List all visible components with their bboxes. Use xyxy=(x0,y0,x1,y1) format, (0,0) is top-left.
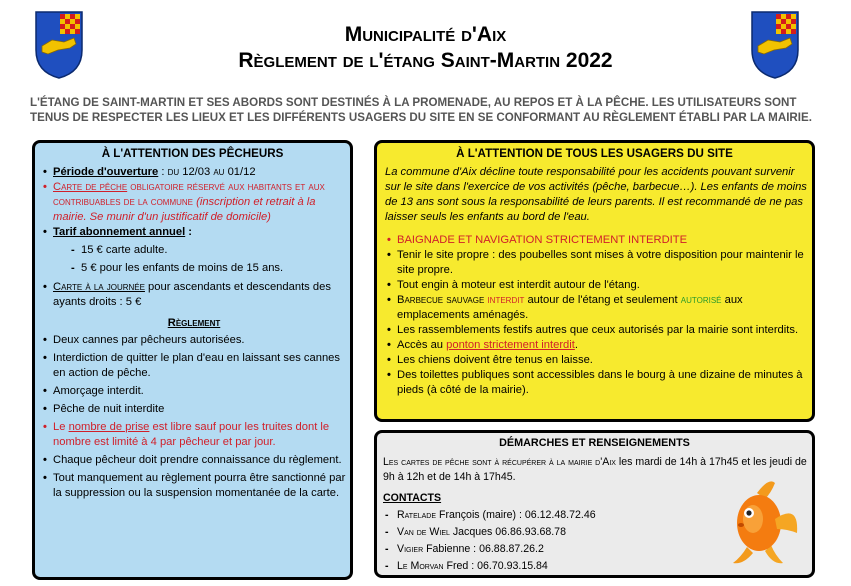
bbq-label: Barbecue sauvage xyxy=(397,294,485,306)
prise-item xyxy=(41,420,347,450)
users-heading: À L'ATTENTION DE TOUS LES USAGERS DU SITE xyxy=(456,147,733,160)
bbq-interdit: interdit xyxy=(484,294,525,306)
baignade-item xyxy=(385,233,809,248)
info-panel xyxy=(374,430,815,578)
acces-item xyxy=(385,338,809,353)
user-rule: • Les rassemblements festifs autres que ceux autorisés par la mairie sont interdits. xyxy=(385,323,809,338)
coat-of-arms-icon xyxy=(750,10,800,80)
contacts-title: CONTACTS xyxy=(383,492,442,504)
page-title: Municipalité d'Aix xyxy=(344,23,507,46)
tarif-suffix: : xyxy=(185,226,193,238)
periode-item xyxy=(41,165,347,180)
prise-pre: Le xyxy=(53,421,69,433)
contact-rest: Fred : 06.70.93.15.84 xyxy=(443,560,548,572)
user-rule: • Les chiens doivent être tenus en laisse. xyxy=(385,353,809,368)
tarif-item xyxy=(41,225,347,240)
info-text-caps: Les cartes de pêche sont à récupérer à la mairie d'Aix xyxy=(383,456,616,468)
journee-item xyxy=(41,280,347,310)
rule-item: • Pêche de nuit interdite xyxy=(41,402,347,417)
journee-label: Carte à la journée xyxy=(53,281,145,293)
rule-item: • Deux cannes par pêcheurs autorisées. xyxy=(41,333,347,348)
carte-label: Carte de pêche xyxy=(53,181,128,193)
carte-note: (inscription et retrait à la mairie. Se munir d'un justificatif de domicile) xyxy=(53,196,316,223)
user-rule: • Tenir le site propre : des poubelles sont mises à votre disposition pour maintenir le site propre. xyxy=(385,248,809,278)
fishers-heading: À L'ATTENTION DES PÊCHEURS xyxy=(101,147,284,160)
contact-rest: Fabienne : 06.88.87.26.2 xyxy=(423,543,544,555)
coat-of-arms-icon xyxy=(34,10,84,80)
users-panel xyxy=(374,140,815,422)
page-subtitle: Règlement de l'étang Saint-Martin 2022 xyxy=(238,49,613,72)
bbq-autorise: autorisé xyxy=(680,294,722,306)
journee-text: pour ascendants et descendants des ayants droits : 5 € xyxy=(53,281,331,308)
tarif-label: Tarif abonnement annuel xyxy=(53,226,186,238)
acces-pre: Accès au xyxy=(397,339,447,351)
users-notice: La commune d'Aix décline toute responsabilité pour les accidents pouvant survenir sur le site dans l'exercice de vos activités (pêche, barbecue…). Les enfants de moins de 13 ans sont sous la responsabilité de leurs parents. Il est recommandé de ne pas laisser seuls les enfants au bord de l'eau. xyxy=(385,166,807,223)
rule-item: • Tout manquement au règlement pourra être sanctionné par la suppression ou la suspension momentanée de la carte. xyxy=(41,471,347,501)
rule-item: • Interdiction de quitter le plan d'eau en laissant ses cannes en action de pêche. xyxy=(41,351,347,381)
contact-rest: François (maire) : 06.12.48.72.46 xyxy=(436,509,596,521)
bbq-item xyxy=(385,293,809,323)
user-rule: • Des toilettes publiques sont accessibles dans le bourg à une dizaine de minutes à pieds (à côté de la mairie). xyxy=(385,368,809,398)
carte-item xyxy=(41,180,347,225)
fishers-panel xyxy=(32,140,353,580)
bbq-mid: autour de l'étang et seulement xyxy=(524,294,681,306)
rule-item: • Amorçage interdit. xyxy=(41,384,347,399)
prise-link: nombre de prise xyxy=(68,421,150,433)
periode-value: : du 12/03 au 01/12 xyxy=(158,166,256,178)
acces-link: ponton strictement interdit xyxy=(446,339,575,351)
carte-text: obligatoire réservé aux habitants et aux contribuables de la commune xyxy=(53,181,325,208)
contact-name: Vigier xyxy=(397,543,424,555)
user-rule: • Tout engin à moteur est interdit autour de l'étang. xyxy=(385,278,809,293)
contact-name: Van de Wiel xyxy=(397,526,450,538)
tarif-adulte: - 15 € carte adulte. xyxy=(69,243,347,258)
contact-rest: Jacques 06.86.93.68.78 xyxy=(449,526,566,538)
bbq-end: aux emplacements aménagés. xyxy=(397,294,743,321)
intro-text: L'ÉTANG DE SAINT-MARTIN ET SES ABORDS SONT DESTINÉS À LA PROMENADE, AU REPOS ET À LA PÊCHE. LES UTILISATEURS SONT TENUS DE RESPECTER LES LIEUX ET LES DIFFÉRENTS USAGERS DU SITE EN SE CONFORMANT AU RÈGLEMENT ÉTABLI PAR LA MAIRIE. xyxy=(30,96,812,124)
acces-end: . xyxy=(574,339,578,351)
goldfish-icon xyxy=(713,473,803,568)
prise-text: est libre sauf pour les truites dont le nombre est limité à 4 par pêcheur et par jour. xyxy=(53,421,330,448)
baignade-text: BAIGNADE ET NAVIGATION STRICTEMENT INTERDITE xyxy=(397,234,688,246)
periode-label: Période d'ouverture xyxy=(53,166,159,178)
rule-item: • Chaque pêcheur doit prendre connaissance du règlement. xyxy=(41,453,347,468)
tarif-enfant: - 5 € pour les enfants de moins de 15 ans. xyxy=(69,261,347,276)
reglement-title: Règlement xyxy=(167,317,221,329)
contact-name: Le Morvan xyxy=(397,560,444,572)
info-text-rest: les mardi de 14h à 17h45 et les jeudi de 9h à 12h et de 14h à 17h45. xyxy=(383,456,807,483)
contact-name: Ratelade xyxy=(397,509,437,521)
info-heading: DÉMARCHES ET RENSEIGNEMENTS xyxy=(499,437,690,449)
